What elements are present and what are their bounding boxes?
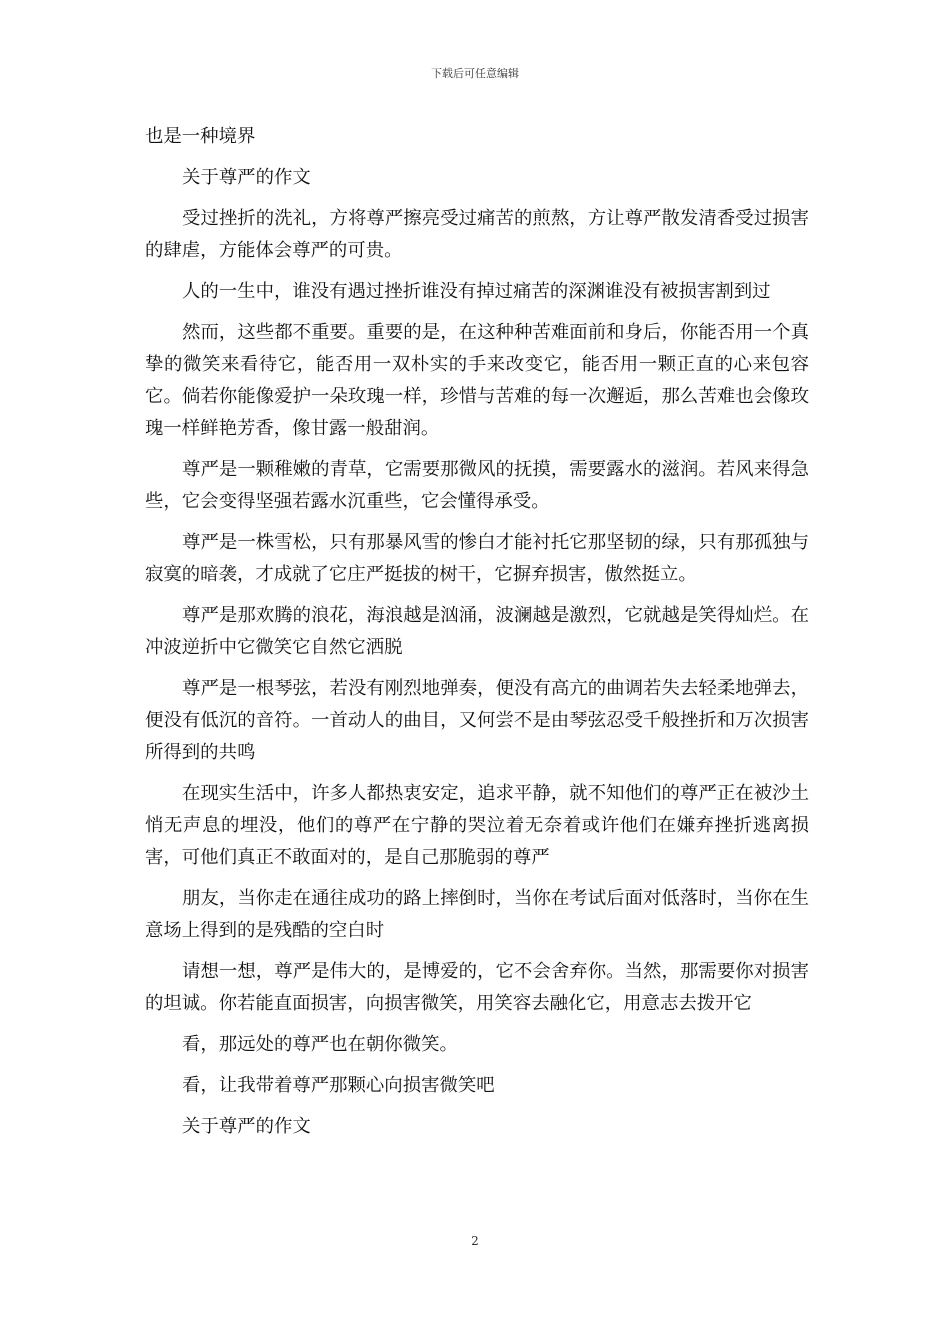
paragraph: 尊严是一颗稚嫩的青草，它需要那微风的抚摸，需要露水的滋润。若风来得急些，它会变得坚强若露水沉重些，它会懂得承受。 (145, 459, 809, 512)
paragraph: 在现实生活中，许多人都热衷安定，追求平静，就不知他们的尊严正在被沙土悄无声息的埋没，他们的尊严在宁静的哭泣着无奈着或许他们在嫌弃挫折逃离损害，可他们真正不敢面对的，是自己那脆弱的尊严 (145, 783, 809, 868)
page-number: 2 (471, 1234, 479, 1248)
paragraph: 人的一生中，谁没有遇过挫折谁没有掉过痛苦的深渊谁没有被损害割到过 (182, 281, 771, 302)
paragraph: 朋友，当你走在通往成功的路上摔倒时，当你在考试后面对低落时，当你在生意场上得到的是残酷的空白时 (145, 888, 809, 941)
paragraph: 关于尊严的作文 (182, 167, 311, 188)
paragraph: 尊严是一株雪松，只有那暴风雪的惨白才能衬托它那坚韧的绿，只有那孤独与寂寞的暗袭，才成就了它庄严挺拔的树干，它摒弃损害，傲然挺立。 (145, 532, 809, 585)
paragraph: 尊严是那欢腾的浪花，海浪越是汹涌，波澜越是激烈，它就越是笑得灿烂。在冲波逆折中它微笑它自然它洒脱 (145, 605, 809, 658)
paragraph: 受过挫折的洗礼，方将尊严擦亮受过痛苦的煎熬，方让尊严散发清香受过损害的肆虐，方能体会尊严的可贵。 (145, 208, 809, 261)
paragraph: 请想一想，尊严是伟大的，是博爱的，它不会舍弃你。当然，那需要你对损害的坦诚。你若能直面损害，向损害微笑，用笑容去融化它，用意志去拨开它 (145, 961, 809, 1014)
paragraph: 然而，这些都不重要。重要的是，在这种种苦难面前和身后，你能否用一个真挚的微笑来看待它，能否用一双朴实的手来改变它，能否用一颗正直的心来包容它。倘若你能像爱护一朵玫瑰一样，珍惜与苦难的每一次邂逅，那么苦难也会像玫瑰一样鲜艳芳香，像甘露一般甜润。 (145, 322, 809, 439)
paragraph: 看，让我带着尊严那颗心向损害微笑吧 (182, 1075, 495, 1096)
paragraph: 关于尊严的作文 (182, 1116, 311, 1137)
page-header: 下载后可任意编辑 (431, 67, 519, 80)
paragraph: 看，那远处的尊严也在朝你微笑。 (182, 1034, 458, 1055)
paragraph: 尊严是一根琴弦，若没有刚烈地弹奏，便没有高亢的曲调若失去轻柔地弹去，便没有低沉的音符。一首动人的曲目，又何尝不是由琴弦忍受千般挫折和万次损害所得到的共鸣 (145, 678, 809, 763)
paragraph: 也是一种境界 (145, 126, 256, 147)
document-body (145, 121, 809, 1152)
